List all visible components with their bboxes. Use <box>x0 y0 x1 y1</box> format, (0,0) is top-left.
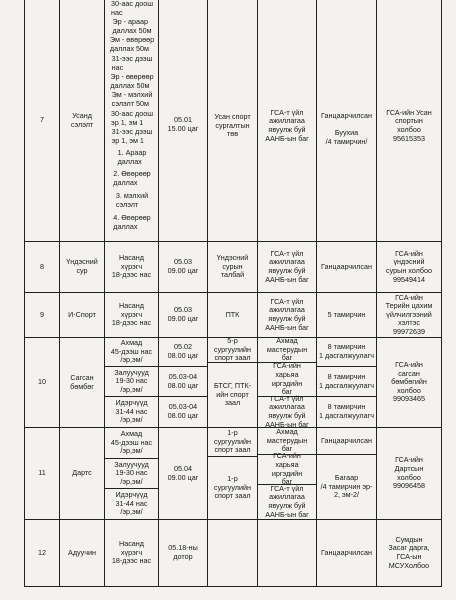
participants: Насанд хүрэгч 18-дээс нас <box>111 253 152 280</box>
sport-name: Үндэсний сур <box>66 257 98 275</box>
participants-line: Эр - араар даллах 50м <box>112 16 152 35</box>
competition-format: 5 тамирчин <box>327 309 366 319</box>
participants-line: Эр - өвөрөөр даллах 50м <box>110 71 154 90</box>
event-time: 05.03 09.00 цаг <box>167 257 199 275</box>
organizer: ГСА-т үйл ажиллагаа явуулж буй ААНБ-ын баг <box>265 107 309 143</box>
participants: Идэрчүүд 31-44 нас /эр,эм/ <box>115 490 148 517</box>
participants-line: 2. Өвөрөөр даллах <box>113 168 151 187</box>
venue: БТСГ, ПТК- ийн спорт заал <box>213 381 252 408</box>
organizer: ГСА-т үйл ажиллагаа явуулж буй ААНБ-ын баг <box>265 248 309 284</box>
competition-format: Ганцаарчилсан <box>321 435 372 445</box>
sport-name: Усанд сэлэлт <box>70 110 94 129</box>
venue: Үндэсний сурын талбай <box>216 253 249 280</box>
row-number: 7 <box>40 115 44 125</box>
participants: Залуучууд 19-30 нас /эр,эм/ <box>114 367 149 394</box>
participants: Насанд хүрэгч 18-дээс нас <box>111 301 152 328</box>
venue: 5-р сургуулийн спорт заал <box>214 336 251 363</box>
organizer: ГСА-т үйл ажиллагаа явуулж буй ААНБ-ын баг <box>265 483 309 519</box>
row-number: 12 <box>38 547 46 557</box>
event-time: 05.01 15.00 цаг <box>167 115 199 133</box>
participants: Насанд хүрэгч 18-дээс нас <box>111 539 152 566</box>
organizer: ГСА-ийн харьяа иргэдийн баг <box>271 451 303 487</box>
participants-line: 31-ээс дээш нас <box>111 53 153 72</box>
organizer: ГСА-т үйл ажиллагаа явуулж буй ААНБ-ын баг <box>265 393 309 429</box>
responsible-contact: ГСА-ийн сагсан бөмбөгийн холбоо 99093465 <box>391 360 427 404</box>
organizer: Ахмад мастерудын баг <box>266 336 308 363</box>
sport-name: Адуучин <box>68 547 96 557</box>
responsible-contact: ГСА-ийн Дартсын холбоо 99096458 <box>393 455 425 491</box>
event-time: 05.02 08.00 цаг <box>167 342 199 360</box>
participants-line: 3. мэлхий сэлэлт <box>115 190 149 209</box>
participants-line: Эм - мэлхий сэлэлт 50м <box>111 89 153 108</box>
venue: 1-р сургуулийн спорт заал <box>214 428 251 455</box>
competition-format: Ганцаарчилсан Буухиа /4 тамирчин/ <box>321 110 372 146</box>
participants-line: 4. Өвөрөөр даллах <box>113 212 151 231</box>
participants-line: 31-ээс дээш эр 1, эм 1 <box>111 126 153 145</box>
sport-name: Дартс <box>72 468 92 478</box>
competition-format: Багаар /4 тамирчин эр- 2, эм-2/ <box>320 473 373 500</box>
organizer: ГСА-ийн харьяа иргэдийн баг <box>271 361 303 397</box>
competition-format: 8 тамирчин 1 дасгалжуулагч <box>319 402 374 420</box>
participants-line: 30-аас доош нас <box>111 0 153 17</box>
competition-format: Ганцаарчилсан <box>321 261 372 271</box>
responsible-contact: ГСА-ийн Усан спортын холбоо 95615353 <box>386 107 432 143</box>
organizer: ГСА-т үйл ажиллагаа явуулж буй ААНБ-ын баг <box>265 296 309 332</box>
participants: Ахмад 45-дээш нас /эр,эм/ <box>110 429 153 456</box>
event-time: 05.03-04 08.00 цаг <box>167 402 199 420</box>
row-number: 9 <box>40 309 44 319</box>
event-time: 05.04 09.00 цаг <box>167 463 199 482</box>
responsible-contact: Сумдын Засаг дарга, ГСА-ын МСУХолбоо <box>388 534 430 570</box>
event-time: 05.18-ны дотор <box>168 543 198 561</box>
competition-format: 8 тамирчин 1 дасгалжуулагч <box>319 342 374 360</box>
participants-line: 30-аас доош эр 1, эм 1 <box>111 108 153 127</box>
sport-name: И-Спорт <box>68 309 96 319</box>
table-border <box>441 0 442 586</box>
organizer: Ахмад мастерудын баг <box>266 427 308 454</box>
participants: Идэрчүүд 31-44 нас /эр,эм/ <box>115 398 148 425</box>
row-number: 11 <box>38 468 46 478</box>
row-number: 10 <box>38 377 46 387</box>
participants: Залуучууд 19-30 нас /эр,эм/ <box>114 459 149 486</box>
row-number: 8 <box>40 261 44 271</box>
event-time: 05.03-04 08.00 цаг <box>167 371 199 390</box>
venue: 1-р сургуулийн спорт заал <box>214 474 251 501</box>
row-divider <box>24 586 442 587</box>
event-time: 05.03 09.00 цаг <box>167 305 199 323</box>
sport-name: Сагсан бөмбөг <box>70 372 94 391</box>
competition-format: 8 тамирчин 1 дасгалжуулагч <box>319 371 374 390</box>
participants: Ахмад 45-дээш нас /эр,эм/ <box>110 338 153 365</box>
responsible-contact: ГСА-ийн үндэсний сурын холбоо 99549414 <box>386 248 432 284</box>
responsible-contact: ГСА-ийн Терийн цахим үйлчилгээний хэлтэс 99972639 <box>385 292 433 336</box>
venue: ПТК <box>225 309 240 319</box>
competition-format: Ганцаарчилсан <box>321 547 372 557</box>
participants-line: 1. Араар даллах <box>117 147 147 166</box>
venue: Усан спорт сургалтын төв <box>214 112 251 139</box>
participants-line: Эм - өвөрөөр даллах 50м <box>109 34 155 53</box>
